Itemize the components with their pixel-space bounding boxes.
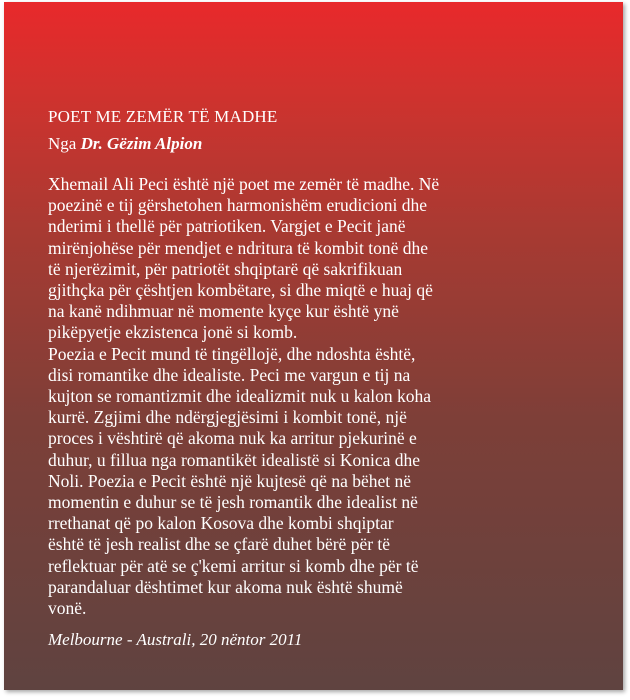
text-line: nderimi i thellë për patriotiken. Vargjet e Pecit janë [48,216,406,237]
text-line: poezinë e tij gërshetohen harmonishëm erudicioni dhe [48,195,428,216]
text-line: Xhemail Ali Peci është një poet me zemër të madhe. Në [48,174,440,194]
paragraph-2 [48,344,588,620]
text-line: Poezia e Pecit mund të tingëllojë, dhe ndoshta është, [48,343,416,364]
byline [48,133,608,155]
text-line: pikëpyetje ekzistenca jonë si komb. [48,322,298,343]
text-line: parandaluar dështimet kur akoma nuk është shumë [48,576,403,597]
text-line: disi romantike dhe idealiste. Peci me vargun e tij na [48,364,411,385]
text-line: Noli. Poezia e Pecit është një kujtesë që na bëhet në [48,470,411,491]
text-line: rrethanat që po kalon Kosova dhe kombi shqiptar [48,513,394,534]
text-line: është të jesh realist dhe se çfarë duhet bërë për të [48,534,391,555]
text-line: të njerëzimit, për patriotët shqiptarë që sakrifikuan [48,258,403,279]
book-back-cover [4,2,623,690]
text-line: gjithçka për çështjen kombëtare, si dhe miqtë e huaj që [48,280,433,301]
paragraph-1 [48,174,588,344]
text-line: reflektuar për atë se ç'kemi arritur si komb dhe për të [48,555,419,576]
signoff-place-date: Melbourne - Australi, 20 nëntor 2011 [48,630,303,650]
text-line: kurrë. Zgjimi dhe ndërgjegjësimi i kombit tonë, një [48,407,407,428]
author-name: Dr. Gëzim Alpion [80,134,203,153]
text-line: duhur, u fillua nga romantikët idealistë si Konica dhe [48,449,421,470]
text-line: mirënjohëse për mendjet e ndritura të kombit tonë dhe [48,237,429,258]
article-title: POET ME ZEMËR TË MADHE [48,107,278,126]
text-line: kujton se romantizmit dhe idealizmit nuk u kalon koha [48,386,431,407]
text-line: momentin e duhur se të jesh romantik dhe idealist në [48,492,418,513]
byline-prefix: Nga [48,134,81,153]
text-line: na kanë ndihmuar në momente kyçe kur është ynë [48,301,399,322]
text-line: vonë. [48,598,87,619]
text-line: proces i vështirë që akoma nuk ka arritur pjekurinë e [48,428,417,449]
article [48,106,608,651]
